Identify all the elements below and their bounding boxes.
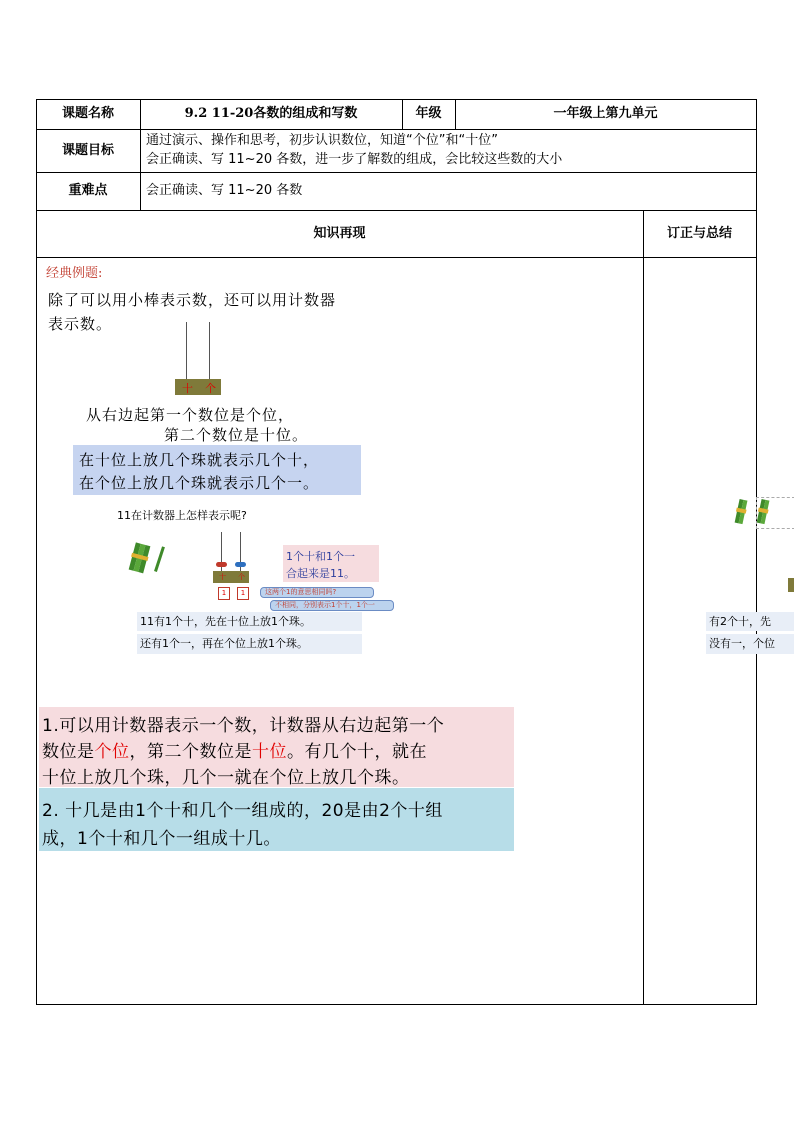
intro-line-1: 除了可以用小棒表示数，还可以用计数器 xyxy=(48,291,337,309)
summary-1-text-a: 数位是 xyxy=(42,742,95,762)
digit-box-ones: 1 xyxy=(237,587,249,600)
table-row-divider xyxy=(36,257,757,258)
rule-highlight-line-2: 在个位上放几个珠就表示几个一。 xyxy=(79,474,320,492)
rule-line-2: 第二个数位是十位。 xyxy=(164,426,309,444)
table-border-bottom xyxy=(36,1004,757,1005)
small-abacus-label-tens: 十 xyxy=(219,573,226,581)
table-row-divider xyxy=(36,172,757,173)
speech-bubble-question: 这两个1的意思相同吗? xyxy=(260,587,374,598)
key-label: 重难点 xyxy=(68,183,108,198)
key-value: 会正确读、写 11~20 各数 xyxy=(146,183,303,198)
summary-2-line-2: 成，1个十和几个一组成十几。 xyxy=(42,829,281,849)
table-col-divider xyxy=(643,210,644,1005)
goal-line-1: 通过演示、操作和思考，初步认识数位，知道“个位”和“十位” xyxy=(146,133,498,148)
rule-line-1: 从右边起第一个数位是个位， xyxy=(86,406,295,424)
example-label: 经典例题: xyxy=(46,266,103,281)
abacus-rod-ones xyxy=(209,322,210,380)
bead-tens xyxy=(216,562,227,567)
hint-line-2: 还有1个一，再在个位上放1个珠。 xyxy=(137,634,362,654)
digit-box-tens: 1 xyxy=(218,587,230,600)
bead-ones xyxy=(235,562,246,567)
summary-1-emphasis-ones: 个位 xyxy=(94,742,130,762)
summary-box-2 xyxy=(39,788,514,851)
side-image-frame xyxy=(756,497,794,529)
grade-label: 年级 xyxy=(415,106,442,121)
combine-box xyxy=(283,545,379,582)
column-header-right: 订正与总结 xyxy=(666,226,732,241)
side-hint-line-1: 有2个十，先 xyxy=(706,612,794,631)
hint-line-1: 11有1个十，先在十位上放1个珠。 xyxy=(137,612,362,631)
abacus-label-ones: 个 xyxy=(205,382,216,395)
combine-line-1: 1个十和1个一 xyxy=(286,550,355,563)
goal-label: 课题目标 xyxy=(61,143,114,158)
side-hint-line-2: 没有一，个位 xyxy=(706,634,794,654)
summary-1-text-c: 。有几个十，就在 xyxy=(287,742,427,762)
summary-2-line-1: 2. 十几是由1个十和几个一组成的，20是由2个十组 xyxy=(42,801,443,821)
side-abacus-fragment xyxy=(788,578,794,592)
abacus-rod-tens xyxy=(186,322,187,380)
summary-1-line-1: 1.可以用计数器表示一个数，计数器从右边起第一个 xyxy=(42,716,445,736)
goal-line-2: 会正确读、写 11~20 各数，进一步了解数的组成，会比较这些数的大小 xyxy=(146,152,563,167)
topic-label: 课题名称 xyxy=(61,106,114,121)
summary-1-line-2 xyxy=(42,737,427,762)
table-border-right xyxy=(756,99,757,1005)
abacus-label-tens: 十 xyxy=(182,382,193,395)
summary-box-1 xyxy=(39,707,514,787)
topic-value: 9.2 11-20各数的组成和写数 xyxy=(184,106,358,121)
question-text: 11在计数器上怎样表示呢? xyxy=(117,509,247,522)
summary-1-text-b: ，第二个数位是 xyxy=(129,742,252,762)
small-abacus-label-ones: 个 xyxy=(238,573,245,581)
grade-value: 一年级上第九单元 xyxy=(553,106,658,121)
combine-line-2: 合起来是11。 xyxy=(286,567,355,580)
speech-bubble-answer: 不相同，分别表示1个十，1个一 xyxy=(270,600,394,611)
column-header-left: 知识再现 xyxy=(313,226,366,241)
rule-highlight-box xyxy=(73,445,361,495)
table-row-divider xyxy=(36,129,757,130)
summary-1-emphasis-tens: 十位 xyxy=(252,742,287,762)
intro-line-2: 表示数。 xyxy=(48,315,113,333)
summary-1-line-3: 十位上放几个珠，几个一就在个位上放几个珠。 xyxy=(42,768,410,788)
rule-highlight-line-1: 在十位上放几个珠就表示几个十， xyxy=(79,451,320,469)
